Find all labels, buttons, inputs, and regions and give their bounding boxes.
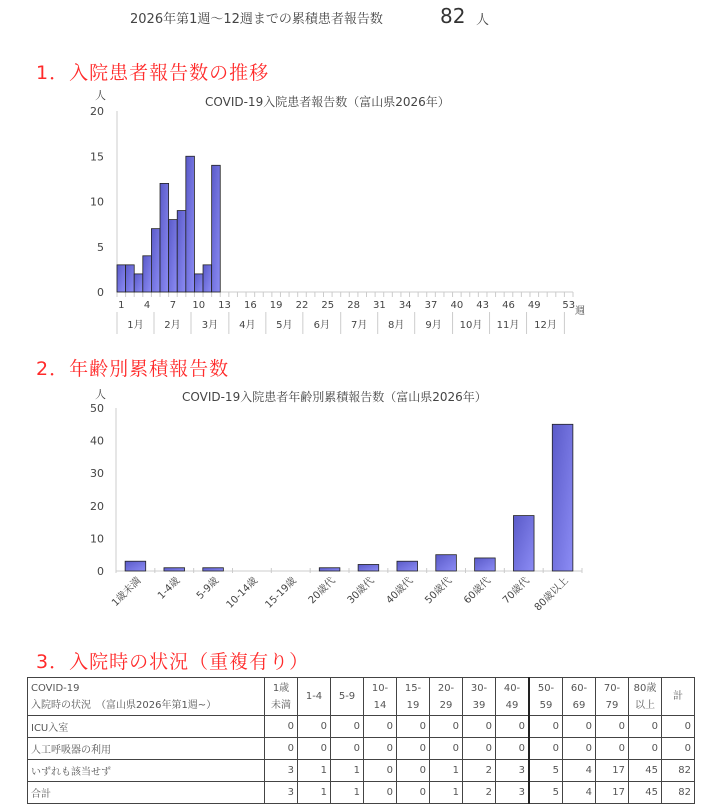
svg-text:1: 1 bbox=[118, 300, 125, 311]
table-cell: 2 bbox=[463, 782, 496, 804]
cumulative-unit: 人 bbox=[476, 13, 490, 28]
bar-age-8 bbox=[436, 555, 457, 571]
svg-text:7: 7 bbox=[169, 300, 177, 311]
svg-text:人: 人 bbox=[95, 89, 106, 102]
svg-text:10-14歳: 10-14歳 bbox=[224, 575, 261, 611]
svg-text:13: 13 bbox=[218, 300, 231, 311]
bar-age-7 bbox=[397, 561, 418, 571]
table-row bbox=[28, 760, 695, 782]
row-label: ICU入室 bbox=[28, 716, 265, 738]
table-cell: 0 bbox=[298, 738, 331, 760]
svg-text:43: 43 bbox=[476, 300, 490, 311]
row-label: いずれも該当せず bbox=[28, 760, 265, 782]
bar-age-5 bbox=[319, 568, 340, 571]
svg-text:30: 30 bbox=[90, 467, 104, 481]
svg-text:70歳代: 70歳代 bbox=[500, 575, 532, 607]
bar-week-2 bbox=[126, 265, 135, 292]
bar-week-5 bbox=[151, 229, 160, 292]
table-col-header: 40-49 bbox=[496, 678, 530, 716]
svg-text:46: 46 bbox=[502, 300, 515, 311]
svg-text:9月: 9月 bbox=[425, 320, 442, 331]
svg-text:80歳以上: 80歳以上 bbox=[532, 575, 571, 614]
table-cell: 1 bbox=[298, 760, 331, 782]
svg-text:31: 31 bbox=[373, 300, 386, 311]
table-col-header: 15-19 bbox=[397, 678, 430, 716]
table-cell: 0 bbox=[563, 738, 596, 760]
table-header-line2: 入院時の状況 （富山県2026年第1週~） bbox=[31, 699, 217, 711]
table-cell: 0 bbox=[662, 738, 695, 760]
table-cell: 0 bbox=[563, 716, 596, 738]
table-cell: 5 bbox=[529, 782, 563, 804]
table-col-header: 20-29 bbox=[430, 678, 463, 716]
svg-text:1月: 1月 bbox=[127, 320, 144, 331]
bar-week-6 bbox=[160, 183, 169, 292]
bar-age-0 bbox=[125, 561, 146, 571]
svg-text:20: 20 bbox=[90, 105, 104, 118]
table-cell: 0 bbox=[463, 738, 496, 760]
table-cell: 0 bbox=[397, 738, 430, 760]
table-cell: 1 bbox=[331, 760, 364, 782]
svg-text:2月: 2月 bbox=[164, 320, 181, 331]
section-title-status: 3．入院時の状況（重複有り） bbox=[36, 651, 310, 673]
table-col-header: 計 bbox=[662, 678, 695, 716]
svg-text:40歳代: 40歳代 bbox=[384, 575, 416, 607]
table-cell: 0 bbox=[596, 738, 629, 760]
cumulative-count: 82 bbox=[440, 4, 466, 28]
svg-text:15-19歳: 15-19歳 bbox=[263, 575, 299, 611]
bar-week-9 bbox=[186, 156, 195, 292]
svg-text:40: 40 bbox=[450, 300, 464, 311]
table-col-header: 50-59 bbox=[529, 678, 563, 716]
table-cell: 0 bbox=[463, 716, 496, 738]
table-cell: 4 bbox=[563, 782, 596, 804]
table-cell: 0 bbox=[265, 716, 298, 738]
svg-text:10: 10 bbox=[192, 300, 206, 311]
svg-text:5月: 5月 bbox=[276, 320, 293, 331]
table-cell: 0 bbox=[496, 716, 530, 738]
table-col-header: 30-39 bbox=[463, 678, 496, 716]
table-row bbox=[28, 782, 695, 804]
table-cell: 0 bbox=[298, 716, 331, 738]
table-cell: 0 bbox=[364, 782, 397, 804]
svg-text:10月: 10月 bbox=[459, 320, 483, 331]
svg-text:週: 週 bbox=[575, 306, 585, 317]
svg-text:34: 34 bbox=[398, 300, 412, 311]
table-cell: 0 bbox=[629, 716, 662, 738]
svg-text:6月: 6月 bbox=[313, 320, 330, 331]
weekly-chart-title: COVID-19入院患者報告数（富山県2026年） bbox=[205, 95, 450, 109]
table-row bbox=[28, 716, 695, 738]
section-title-age: 2．年齢別累積報告数 bbox=[36, 358, 230, 380]
admission-status-table bbox=[27, 677, 695, 804]
row-label: 人工呼吸器の利用 bbox=[28, 738, 265, 760]
table-cell: 4 bbox=[563, 760, 596, 782]
svg-text:20: 20 bbox=[90, 499, 104, 513]
table-cell: 17 bbox=[596, 782, 629, 804]
svg-text:7月: 7月 bbox=[351, 320, 368, 331]
bar-age-6 bbox=[358, 564, 379, 571]
svg-text:50: 50 bbox=[90, 402, 104, 415]
svg-text:60歳代: 60歳代 bbox=[462, 575, 494, 607]
svg-text:12月: 12月 bbox=[534, 320, 557, 331]
table-cell: 0 bbox=[529, 738, 563, 760]
table-cell: 0 bbox=[397, 716, 430, 738]
table-row bbox=[28, 738, 695, 760]
table-col-header: 1-4 bbox=[298, 678, 331, 716]
svg-text:5: 5 bbox=[97, 240, 104, 254]
svg-text:4: 4 bbox=[143, 300, 151, 311]
table-col-header: 60-69 bbox=[563, 678, 596, 716]
bar-week-11 bbox=[203, 265, 212, 292]
table-cell: 82 bbox=[662, 760, 695, 782]
svg-text:53: 53 bbox=[562, 300, 576, 311]
svg-text:40: 40 bbox=[90, 434, 104, 448]
svg-text:50歳代: 50歳代 bbox=[423, 575, 455, 607]
svg-text:28: 28 bbox=[347, 300, 360, 311]
table-cell: 45 bbox=[629, 760, 662, 782]
svg-text:10: 10 bbox=[90, 195, 104, 209]
svg-text:0: 0 bbox=[97, 286, 104, 299]
svg-text:5-9歳: 5-9歳 bbox=[194, 575, 222, 602]
table-cell: 0 bbox=[331, 738, 364, 760]
svg-text:49: 49 bbox=[527, 300, 541, 311]
age-bar-chart bbox=[0, 385, 718, 630]
table-cell: 17 bbox=[596, 760, 629, 782]
table-cell: 3 bbox=[496, 782, 530, 804]
table-cell: 0 bbox=[364, 716, 397, 738]
svg-text:25: 25 bbox=[321, 300, 335, 311]
svg-text:16: 16 bbox=[243, 300, 257, 311]
table-cell: 0 bbox=[629, 738, 662, 760]
table-cell: 3 bbox=[265, 782, 298, 804]
svg-text:11月: 11月 bbox=[496, 320, 520, 331]
table-cell: 3 bbox=[496, 760, 530, 782]
table-cell: 1 bbox=[331, 782, 364, 804]
table-cell: 2 bbox=[463, 760, 496, 782]
svg-text:15: 15 bbox=[90, 150, 104, 164]
table-col-header: 5-9 bbox=[331, 678, 364, 716]
bar-age-11 bbox=[552, 424, 573, 571]
table-cell: 0 bbox=[496, 738, 530, 760]
bar-age-9 bbox=[475, 558, 496, 571]
table-col-header: 70-79 bbox=[596, 678, 629, 716]
bar-week-3 bbox=[134, 274, 143, 292]
table-cell: 0 bbox=[430, 716, 463, 738]
table-cell: 1 bbox=[298, 782, 331, 804]
table-cell: 0 bbox=[529, 716, 563, 738]
table-cell: 5 bbox=[529, 760, 563, 782]
svg-text:8月: 8月 bbox=[388, 320, 405, 331]
table-cell: 0 bbox=[331, 716, 364, 738]
bar-week-7 bbox=[169, 220, 178, 292]
table-cell: 0 bbox=[662, 716, 695, 738]
svg-text:1歳未満: 1歳未満 bbox=[110, 575, 144, 609]
table-cell: 0 bbox=[364, 738, 397, 760]
table-col-header: 1歳 未満 bbox=[265, 678, 298, 716]
svg-text:22: 22 bbox=[295, 300, 309, 311]
section-title-weekly: 1．入院患者報告数の推移 bbox=[36, 62, 270, 84]
table-cell: 0 bbox=[397, 760, 430, 782]
table-col-header: 10-14 bbox=[364, 678, 397, 716]
svg-text:37: 37 bbox=[424, 300, 438, 311]
svg-text:4月: 4月 bbox=[239, 320, 256, 331]
table-cell: 1 bbox=[430, 760, 463, 782]
bar-age-10 bbox=[513, 516, 534, 571]
svg-text:人: 人 bbox=[95, 388, 106, 401]
table-cell: 1 bbox=[430, 782, 463, 804]
svg-text:30歳代: 30歳代 bbox=[345, 575, 377, 607]
table-cell: 3 bbox=[265, 760, 298, 782]
bar-week-1 bbox=[117, 265, 126, 292]
table-cell: 0 bbox=[430, 738, 463, 760]
table-header-line1: COVID-19 bbox=[31, 682, 80, 694]
svg-text:10: 10 bbox=[90, 532, 104, 546]
svg-text:0: 0 bbox=[97, 565, 104, 578]
bar-week-8 bbox=[177, 211, 186, 292]
svg-text:3月: 3月 bbox=[201, 320, 219, 331]
bar-age-2 bbox=[203, 568, 224, 571]
age-chart-title: COVID-19入院患者年齢別累積報告数（富山県2026年） bbox=[182, 390, 487, 404]
table-col-header: 80歳 以上 bbox=[629, 678, 662, 716]
svg-text:19: 19 bbox=[269, 300, 283, 311]
bar-week-12 bbox=[212, 165, 221, 292]
svg-text:20歳代: 20歳代 bbox=[306, 575, 338, 607]
table-cell: 82 bbox=[662, 782, 695, 804]
cumulative-summary-label: 2026年第1週～12週までの累積患者報告数 bbox=[130, 12, 383, 27]
svg-text:1-4歳: 1-4歳 bbox=[155, 575, 183, 602]
bar-week-4 bbox=[143, 256, 152, 292]
row-label: 合計 bbox=[28, 782, 265, 804]
bar-week-10 bbox=[194, 274, 203, 292]
table-cell: 0 bbox=[397, 782, 430, 804]
table-header-label bbox=[28, 678, 265, 716]
table-cell: 0 bbox=[265, 738, 298, 760]
bar-age-1 bbox=[164, 568, 185, 571]
table-cell: 45 bbox=[629, 782, 662, 804]
table-cell: 0 bbox=[364, 760, 397, 782]
weekly-bar-chart bbox=[0, 85, 718, 340]
table-cell: 0 bbox=[596, 716, 629, 738]
